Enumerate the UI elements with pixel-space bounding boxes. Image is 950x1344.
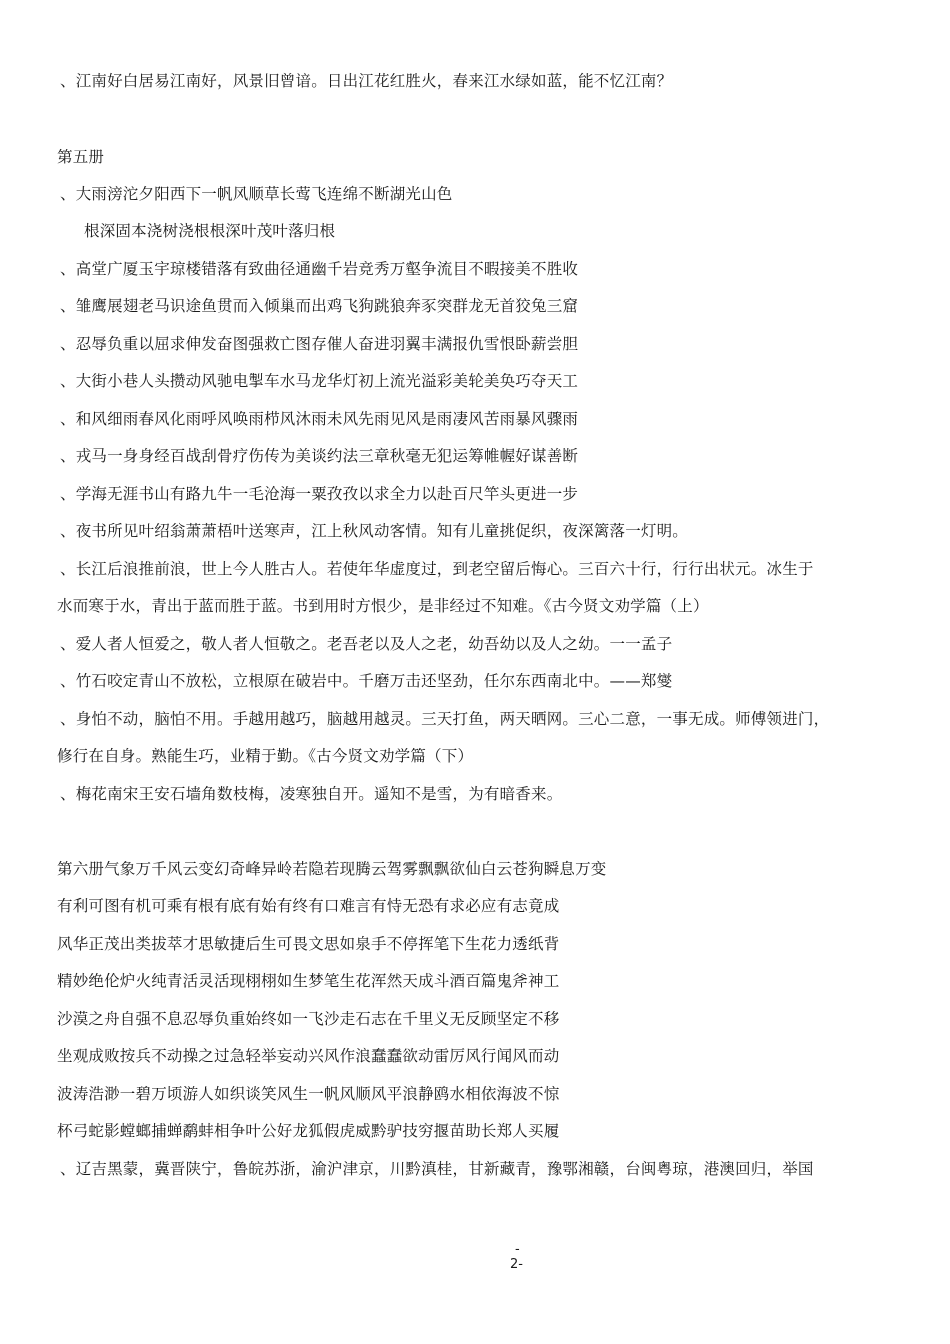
text-line-9: 、和风细雨春风化雨呼风唤雨栉风沐雨未风先雨见风是雨凄风苦雨暴风骤雨 <box>60 410 579 428</box>
text-line-12: 、夜书所见叶绍翁萧萧梧叶送寒声，江上秋风动客情。知有儿童挑促织，夜深篱落一灯明。 <box>60 522 689 540</box>
text-line-28: 、辽吉黑蒙，冀晋陕宁，鲁皖苏浙，渝沪津京，川黔滇桂，甘新藏青，豫鄂湘赣，台闽粤琼，港澳回归，举国 <box>60 1160 814 1178</box>
text-line-7: 、忍辱负重以屈求伸发奋图强救亡图存催人奋进羽翼丰满报仇雪恨卧薪尝胆 <box>60 335 579 353</box>
page-footer-dash: - <box>515 1242 520 1257</box>
text-line-14: 水而寒于水，青出于蓝而胜于蓝。书到用时方恨少，是非经过不知难。《古今贤文劝学篇（上） <box>57 597 709 615</box>
text-line-3: 、大雨滂沱夕阳西下一帆风顺草长莺飞连绵不断湖光山色 <box>60 185 453 203</box>
text-line-17: 、身怕不动，脑怕不用。手越用越巧，脑越用越灵。三天打鱼，两天晒网。三心二意，一事无成。师傅领进门， <box>60 710 830 728</box>
text-line-25: 坐观成败按兵不动操之过急轻举妄动兴风作浪蠢蠢欲动雷厉风行闻风而动 <box>57 1047 560 1065</box>
text-line-15: 、爱人者人恒爱之，敬人者人恒敬之。老吾老以及人之老，幼吾幼以及人之幼。一一孟子 <box>60 635 673 653</box>
text-line-6: 、雏鹰展翅老马识途鱼贯而入倾巢而出鸡飞狗跳狼奔豕突群龙无首狡兔三窟 <box>60 297 579 315</box>
text-line-4: 根深固本浇树浇根根深叶茂叶落归根 <box>84 222 336 240</box>
text-line-22: 风华正茂出类拔萃才思敏捷后生可畏文思如泉手不停挥笔下生花力透纸背 <box>57 935 560 953</box>
text-line-13: 、长江后浪推前浪，世上今人胜古人。若使年华虚度过，到老空留后悔心。三百六十行，行行出状元。冰生于 <box>60 560 814 578</box>
text-line-23: 精妙绝伦炉火纯青活灵活现栩栩如生梦笔生花浑然天成斗酒百篇鬼斧神工 <box>57 972 560 990</box>
text-line-19: 、梅花南宋王安石墙角数枝梅，凌寒独自开。遥知不是雪，为有暗香来。 <box>60 785 563 803</box>
text-line-18: 修行在自身。熟能生巧，业精于勤。《古今贤文劝学篇（下） <box>57 747 474 765</box>
text-line-8: 、大街小巷人头攒动风驰电掣车水马龙华灯初上流光溢彩美轮美奂巧夺天工 <box>60 372 579 390</box>
text-line-11: 、学海无涯书山有路九牛一毛沧海一粟孜孜以求全力以赴百尺竿头更进一步 <box>60 485 579 503</box>
text-line-10: 、戎马一身身经百战刮骨疗伤传为美谈约法三章秋毫无犯运筹帷幄好谋善断 <box>60 447 579 465</box>
text-line-5: 、高堂广厦玉宇琼楼错落有致曲径通幽千岩竞秀万壑争流目不暇接美不胜收 <box>60 260 579 278</box>
text-line-26: 波涛浩渺一碧万顷游人如织谈笑风生一帆风顺风平浪静鸥水相依海波不惊 <box>57 1085 560 1103</box>
section-heading-book6: 第六册气象万千风云变幻奇峰异岭若隐若现腾云驾雾飘飘欲仙白云苍狗瞬息万变 <box>57 860 607 878</box>
page-number: 2- <box>510 1257 523 1272</box>
text-line-27: 杯弓蛇影螳螂捕蝉鹬蚌相争叶公好龙狐假虎威黔驴技穷揠苗助长郑人买履 <box>57 1122 560 1140</box>
text-line-21: 有利可图有机可乘有根有底有始有终有口难言有恃无恐有求必应有志竟成 <box>57 897 560 915</box>
text-line-1: 、江南好白居易江南好，风景旧曾谙。日出江花红胜火，春来江水绿如蓝，能不忆江南？ <box>60 72 673 90</box>
text-line-24: 沙漠之舟自强不息忍辱负重始终如一飞沙走石志在千里义无反顾坚定不移 <box>57 1010 560 1028</box>
section-heading-book5: 第五册 <box>57 148 105 166</box>
text-line-16: 、竹石咬定青山不放松，立根原在破岩中。千磨万击还坚劲，任尔东西南北中。——郑燮 <box>60 672 673 690</box>
